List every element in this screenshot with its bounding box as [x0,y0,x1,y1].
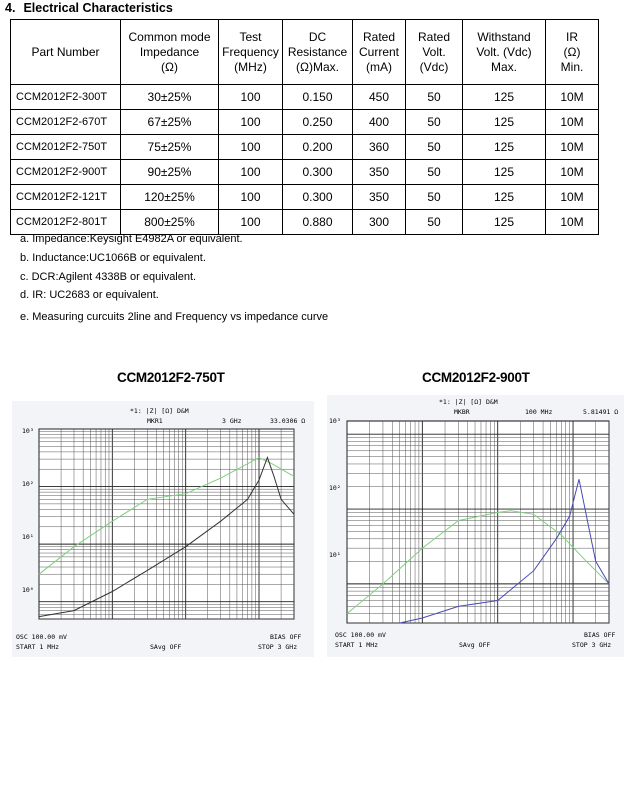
cell-withstand-volt: 125 [463,85,546,110]
cell-impedance: 30±25% [121,85,219,110]
cell-impedance: 75±25% [121,135,219,160]
plot-grid [39,429,294,619]
y-tick-label: 10² [22,480,34,488]
cell-ir: 10M [546,135,599,160]
cell-ir: 10M [546,210,599,235]
cell-test-frequency: 100 [219,185,283,210]
stop-frequency: STOP 3 GHz [572,641,612,649]
cell-dc-resistance: 0.300 [283,160,353,185]
cell-test-frequency: 100 [219,160,283,185]
cell-part-number: CCM2012F2-300T [11,85,121,110]
cell-rated-current: 300 [353,210,406,235]
section-title: Electrical Characteristics [23,1,173,15]
y-tick-label: 10¹ [329,551,341,559]
chart-header: *1: |Z| [Ω] D&M [439,398,498,406]
cell-part-number: CCM2012F2-801T [11,210,121,235]
note-c: c. DCR:Agilent 4338B or equivalent. [20,271,197,283]
cell-ir: 10M [546,160,599,185]
cell-rated-volt: 50 [406,160,463,185]
impedance-chart-750t [12,401,314,657]
marker-frequency: 3 GHz [222,417,242,425]
y-tick-label: 10¹ [22,533,34,541]
y-tick-label: 10⁰ [22,586,34,594]
table-header-row [11,20,599,85]
cell-rated-volt: 50 [406,135,463,160]
cell-rated-current: 350 [353,160,406,185]
marker-value: 33.0306 Ω [270,417,306,425]
y-tick-label: 10² [329,484,341,492]
header-rated-current: Rated Current (mA) [353,20,406,85]
y-tick-label: 10³ [22,427,34,435]
cell-test-frequency: 100 [219,110,283,135]
cell-dc-resistance: 0.200 [283,135,353,160]
start-frequency: START 1 MHz [16,643,60,651]
chart-header: *1: |Z| [Ω] D&M [130,407,189,415]
cell-impedance: 800±25% [121,210,219,235]
cell-dc-resistance: 0.250 [283,110,353,135]
bias-status: BIAS OFF [584,631,616,639]
osc-level: OSC 100.00 mV [335,631,386,639]
marker-label: MKBR [454,408,470,416]
cell-dc-resistance: 0.880 [283,210,353,235]
impedance-plot-900t [327,395,624,657]
table-row [11,85,599,110]
cell-rated-volt: 50 [406,185,463,210]
table-row [11,160,599,185]
stop-frequency: STOP 3 GHz [258,643,298,651]
note-b: b. Inductance:UC1066B or equivalent. [20,252,206,264]
header-dc-resistance: DC Resistance (Ω)Max. [283,20,353,85]
chart-title-900t: CCM2012F2-900T [422,370,530,385]
cell-part-number: CCM2012F2-121T [11,185,121,210]
section-heading [5,1,181,15]
cell-part-number: CCM2012F2-900T [11,160,121,185]
note-e: e. Measuring curcuits 2line and Frequency vs impedance curve [20,311,329,323]
note-d: d. IR: UC2683 or equivalent. [20,289,159,301]
cell-part-number: CCM2012F2-670T [11,110,121,135]
cell-rated-current: 350 [353,185,406,210]
table-row [11,210,599,235]
cell-ir: 10M [546,185,599,210]
impedance-chart-900t [327,395,624,657]
marker-label: MKR1 [147,417,163,425]
start-frequency: START 1 MHz [335,641,379,649]
sweep-average: SAvg OFF [150,643,182,651]
bias-status: BIAS OFF [270,633,302,641]
header-withstand-volt: Withstand Volt. (Vdc) Max. [463,20,546,85]
plot-grid [347,421,609,623]
marker-frequency: 100 MHz [525,408,553,416]
cell-rated-volt: 50 [406,110,463,135]
cell-rated-volt: 50 [406,85,463,110]
cell-withstand-volt: 125 [463,210,546,235]
cell-rated-volt: 50 [406,210,463,235]
sweep-average: SAvg OFF [459,641,491,649]
header-impedance: Common mode Impedance (Ω) [121,20,219,85]
table-row [11,185,599,210]
header-part-number: Part Number [11,20,121,85]
cell-dc-resistance: 0.300 [283,185,353,210]
osc-level: OSC 100.00 mV [16,633,67,641]
chart-title-750t: CCM2012F2-750T [117,370,225,385]
cell-rated-current: 360 [353,135,406,160]
cell-part-number: CCM2012F2-750T [11,135,121,160]
cell-ir: 10M [546,85,599,110]
cell-withstand-volt: 125 [463,135,546,160]
header-ir: IR (Ω) Min. [546,20,599,85]
section-number: 4. [5,1,16,15]
cell-rated-current: 400 [353,110,406,135]
impedance-plot-750t [12,401,314,657]
cell-impedance: 120±25% [121,185,219,210]
y-tick-label: 10³ [329,417,341,425]
electrical-characteristics-table [10,19,599,235]
header-test-frequency: Test Frequency (MHz) [219,20,283,85]
cell-test-frequency: 100 [219,210,283,235]
cell-impedance: 67±25% [121,110,219,135]
cell-impedance: 90±25% [121,160,219,185]
cell-withstand-volt: 125 [463,110,546,135]
cell-test-frequency: 100 [219,85,283,110]
header-rated-volt: Rated Volt. (Vdc) [406,20,463,85]
cell-rated-current: 450 [353,85,406,110]
cell-test-frequency: 100 [219,135,283,160]
marker-value: 5.81491 Ω [583,408,619,416]
cell-ir: 10M [546,110,599,135]
cell-withstand-volt: 125 [463,160,546,185]
cell-withstand-volt: 125 [463,185,546,210]
table-row [11,110,599,135]
note-a: a. Impedance:Keysight E4982A or equivalent. [20,233,243,245]
table-row [11,135,599,160]
cell-dc-resistance: 0.150 [283,85,353,110]
